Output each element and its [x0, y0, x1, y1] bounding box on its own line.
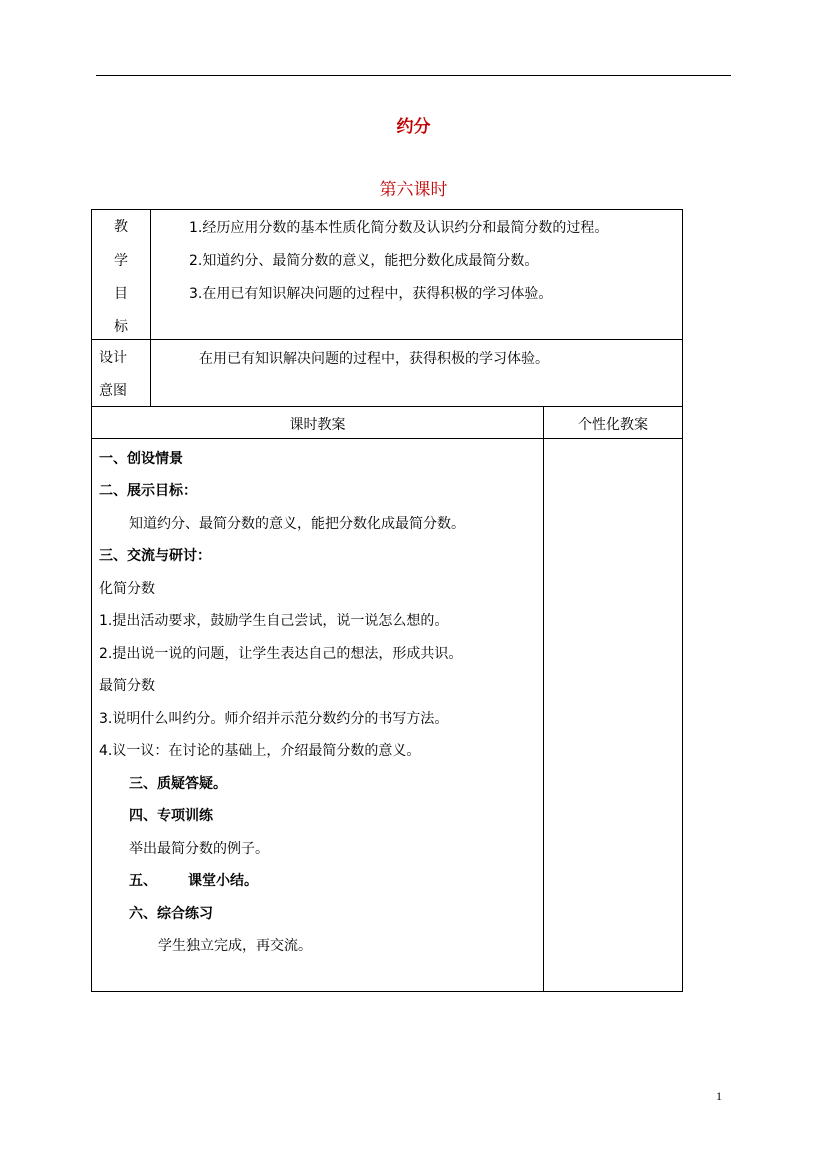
header-rule — [96, 75, 731, 76]
design-label-line: 设计 — [99, 350, 127, 366]
personal-notes-cell — [544, 439, 682, 991]
lesson-plan-table — [91, 209, 683, 992]
goals-label-cell — [92, 210, 150, 339]
section-heading: 一、创设情景 — [99, 451, 183, 467]
lesson-column-header: 课时教案 — [289, 417, 346, 433]
row-divider-design — [92, 406, 682, 407]
goal-item: 2.知道约分、最简分数的意义，能把分数化成最简分数。 — [189, 253, 539, 269]
lesson-text: 1.提出活动要求，鼓励学生自己尝试，说一说怎么想的。 — [99, 613, 449, 629]
lesson-text: 2.提出说一说的问题，让学生表达自己的想法，形成共识。 — [99, 646, 463, 662]
section-heading: 课堂小结。 — [188, 873, 258, 889]
section-heading: 三、质疑答疑。 — [129, 776, 227, 792]
lesson-text: 举出最简分数的例子。 — [129, 841, 269, 857]
section-number: 五、 — [129, 873, 157, 889]
lesson-text: 知道约分、最简分数的意义，能把分数化成最简分数。 — [129, 516, 465, 532]
section-heading: 六、综合练习 — [129, 906, 213, 922]
goals-label-char: 标 — [114, 319, 128, 335]
page-number: 1 — [716, 1089, 722, 1103]
goals-label-char: 学 — [114, 253, 128, 269]
personal-column-header: 个性化教案 — [578, 417, 648, 433]
lesson-subheading: 最简分数 — [99, 678, 155, 694]
lesson-text: 4.议一议：在讨论的基础上，介绍最简分数的意义。 — [99, 743, 421, 759]
design-label-cell — [92, 340, 150, 406]
lesson-subheading: 化简分数 — [99, 581, 155, 597]
design-text: 在用已有知识解决问题的过程中，获得积极的学习体验。 — [199, 351, 549, 367]
goal-item: 1.经历应用分数的基本性质化简分数及认识约分和最简分数的过程。 — [189, 220, 609, 236]
section-heading: 二、展示目标： — [99, 483, 197, 499]
lesson-period-subtitle: 第六课时 — [379, 180, 448, 200]
design-label-line: 意图 — [99, 383, 127, 399]
lesson-text: 学生独立完成，再交流。 — [158, 938, 312, 954]
goals-label-char: 目 — [114, 286, 128, 302]
page-title: 约分 — [396, 117, 431, 137]
goals-label-char: 教 — [114, 219, 128, 235]
section-heading: 四、专项训练 — [129, 808, 213, 824]
goals-content-cell — [151, 210, 682, 339]
design-content-cell — [151, 340, 682, 406]
goal-item: 3.在用已有知识解决问题的过程中，获得积极的学习体验。 — [189, 286, 553, 302]
section-heading: 三、交流与研讨： — [99, 548, 211, 564]
lesson-text: 3.说明什么叫约分。师介绍并示范分数约分的书写方法。 — [99, 711, 449, 727]
lesson-body-cell — [92, 439, 543, 991]
